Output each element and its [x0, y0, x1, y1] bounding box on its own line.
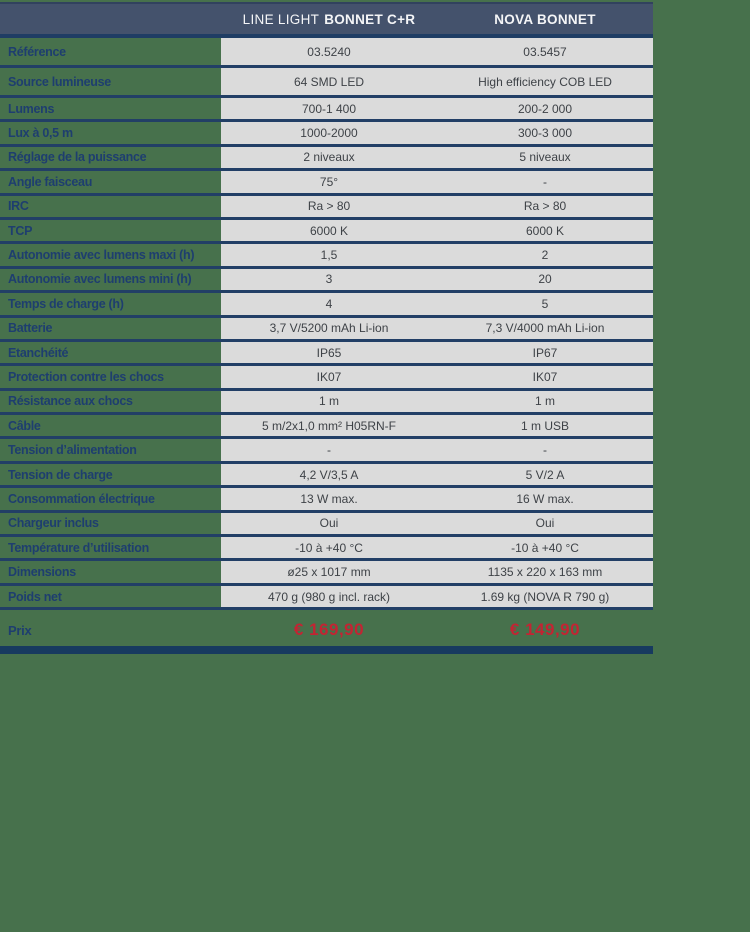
table-row — [0, 586, 653, 610]
row-label: IRC — [8, 199, 29, 214]
cell-value: 6000 K — [221, 220, 437, 241]
cell-value: 1135 x 220 x 163 mm — [437, 561, 653, 582]
row-label: Tension de charge — [8, 467, 113, 482]
table-row — [0, 391, 653, 415]
cell-value: 3,7 V/5200 mAh Li-ion — [221, 318, 437, 339]
row-label: Poids net — [8, 589, 62, 604]
table-row — [0, 244, 653, 268]
cell-value: 2 niveaux — [221, 147, 437, 168]
table-row — [0, 98, 653, 122]
cell-value: 5 V/2 A — [437, 464, 653, 485]
row-label: Etanchéité — [8, 345, 69, 360]
cell-value: 5 m/2x1,0 mm² H05RN-F — [221, 415, 437, 436]
cell-value: 5 niveaux — [437, 147, 653, 168]
cell-value: IK07 — [221, 366, 437, 387]
row-label: Chargeur inclus — [8, 516, 99, 531]
price-row — [0, 615, 653, 645]
cell-value: 3 — [221, 269, 437, 290]
cell-value: ø25 x 1017 mm — [221, 561, 437, 582]
cell-value: Oui — [437, 513, 653, 534]
table-row — [0, 488, 653, 512]
table-row — [0, 269, 653, 293]
row-label: TCP — [8, 223, 33, 238]
table-row — [0, 38, 653, 68]
table-row — [0, 318, 653, 342]
product-name-bold: BONNET C+R — [324, 11, 416, 27]
cell-value: 300-3 000 — [437, 122, 653, 143]
cell-value: 700-1 400 — [221, 98, 437, 119]
row-label: Angle faisceau — [8, 174, 93, 189]
price-line-light-bonnet: € 169,90 — [293, 620, 365, 640]
table-row — [0, 366, 653, 390]
table-row — [0, 513, 653, 537]
table-row — [0, 196, 653, 220]
table-row — [0, 122, 653, 146]
row-label: Temps de charge (h) — [8, 296, 124, 311]
cell-value: 13 W max. — [221, 488, 437, 509]
row-label: Lumens — [8, 101, 55, 116]
cell-value: 1 m USB — [437, 415, 653, 436]
cell-value: Oui — [221, 513, 437, 534]
cell-value: IP65 — [221, 342, 437, 363]
cell-value: 64 SMD LED — [221, 68, 437, 95]
cell-value: 200-2 000 — [437, 98, 653, 119]
row-label: Consommation électrique — [8, 491, 155, 506]
cell-value: 470 g (980 g incl. rack) — [221, 586, 437, 607]
table-row — [0, 171, 653, 195]
table-header-row — [0, 2, 653, 38]
row-label: Source lumineuse — [8, 74, 111, 89]
cell-value: 6000 K — [437, 220, 653, 241]
cell-value: 03.5240 — [221, 38, 437, 65]
row-label: Lux à 0,5 m — [8, 126, 73, 141]
row-label: Tension d’alimentation — [8, 443, 137, 458]
table-row — [0, 415, 653, 439]
cell-value: IK07 — [437, 366, 653, 387]
cell-value: 1 m — [437, 391, 653, 412]
table-row — [0, 147, 653, 171]
cell-value: 20 — [437, 269, 653, 290]
table-row — [0, 561, 653, 585]
cell-value: 1.69 kg (NOVA R 790 g) — [437, 586, 653, 607]
cell-value: 4,2 V/3,5 A — [221, 464, 437, 485]
cell-value: 03.5457 — [437, 38, 653, 65]
cell-value: 4 — [221, 293, 437, 314]
cell-value: 7,3 V/4000 mAh Li-ion — [437, 318, 653, 339]
column-header-nova-bonnet: NOVA BONNET — [494, 11, 596, 27]
row-label: Câble — [8, 418, 41, 433]
row-label: Autonomie avec lumens maxi (h) — [8, 248, 195, 263]
cell-value: 1000-2000 — [221, 122, 437, 143]
cell-value: 5 — [437, 293, 653, 314]
cell-value: -10 à +40 °C — [437, 537, 653, 558]
row-label: Dimensions — [8, 565, 76, 580]
table-row — [0, 342, 653, 366]
price-row-label: Prix — [8, 622, 32, 638]
table-bottom-bar — [0, 646, 653, 654]
row-label: Résistance aux chocs — [8, 394, 133, 409]
row-label: Batterie — [8, 321, 53, 336]
table-row — [0, 464, 653, 488]
price-nova-bonnet: € 149,90 — [509, 620, 581, 640]
cell-value: - — [437, 439, 653, 460]
row-label: Température d’utilisation — [8, 540, 149, 555]
cell-value: 1 m — [221, 391, 437, 412]
cell-value: -10 à +40 °C — [221, 537, 437, 558]
table-row — [0, 439, 653, 463]
column-header-line-light-bonnet — [221, 12, 437, 27]
row-label: Protection contre les chocs — [8, 369, 164, 384]
row-label: Autonomie avec lumens mini (h) — [8, 272, 192, 287]
cell-value: Ra > 80 — [221, 196, 437, 217]
product-name-prefix: LINE LIGHT — [242, 11, 320, 27]
cell-value: 16 W max. — [437, 488, 653, 509]
cell-value: IP67 — [437, 342, 653, 363]
table-row — [0, 537, 653, 561]
cell-value: 1,5 — [221, 244, 437, 265]
row-label: Réglage de la puissance — [8, 150, 147, 165]
cell-value: 75° — [221, 171, 437, 192]
table-row — [0, 293, 653, 317]
cell-value: High efficiency COB LED — [437, 68, 653, 95]
cell-value: - — [221, 439, 437, 460]
cell-value: 2 — [437, 244, 653, 265]
row-label: Référence — [8, 44, 66, 59]
cell-value: - — [437, 171, 653, 192]
table-row — [0, 68, 653, 98]
table-row — [0, 220, 653, 244]
cell-value: Ra > 80 — [437, 196, 653, 217]
product-comparison-table — [0, 2, 653, 654]
